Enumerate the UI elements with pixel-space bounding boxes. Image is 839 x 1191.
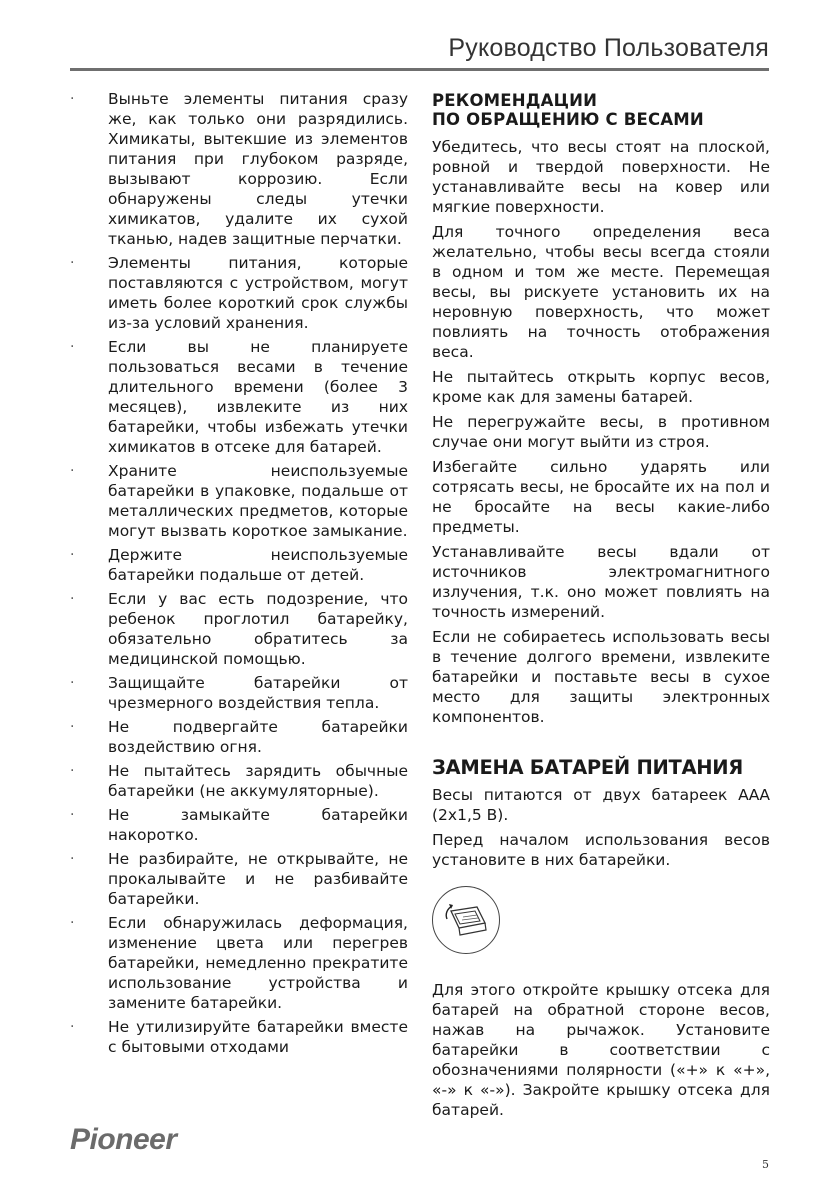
brand-logo: Pioneer	[70, 1123, 177, 1156]
paragraph: Избегайте сильно ударять или сотрясать весы, не бросайте их на пол и не бросайте на весы какие-либо предметы.	[432, 458, 770, 536]
page-header-title: Руководство Пользователя	[448, 34, 769, 62]
paragraph: Не пытайтесь открыть корпус весов, кроме как для замены батарей.	[432, 368, 770, 406]
battery-compartment-illustration	[433, 887, 499, 953]
list-item: · Если у вас есть подозрение, что ребенок проглотил батарейку, обязательно обратитесь за медицинской помощью.	[70, 590, 408, 668]
page-number: 5	[762, 1158, 769, 1171]
paragraph: Перед началом использования весов установите в них батарейки.	[432, 831, 770, 869]
paragraph: Не перегружайте весы, в противном случае они могут выйти из строя.	[432, 413, 770, 451]
battery-replacement-heading: ЗАМЕНА БАТАРЕЙ ПИТАНИЯ	[432, 756, 744, 779]
paragraph: Весы питаются от двух батареек ААА (2х1,5 В).	[432, 786, 770, 824]
paragraph: Для точного определения веса желательно, чтобы весы всегда стояли в одном и том же месте. Перемещая весы, вы рискуете установить их на неровную поверхность, что может повлиять на точность отображения веса.	[432, 223, 770, 361]
list-item: · Не пытайтесь зарядить обычные батарейки (не аккумуляторные).	[70, 762, 408, 800]
paragraph: Если не собираетесь использовать весы в течение долгого времени, извлеките батарейки и поставьте весы в сухое место для защиты электронных компонентов.	[432, 628, 770, 726]
list-item: · Если обнаружилась деформация, изменение цвета или перегрев батарейки, немедленно прекратите использование устройства и замените батарейки.	[70, 914, 408, 1012]
left-column	[70, 89, 408, 1061]
list-item: · Не замыкайте батарейки накоротко.	[70, 806, 408, 844]
right-column	[432, 89, 770, 1125]
list-item: · Не разбирайте, не открывайте, не прокалывайте и не разбивайте батарейки.	[70, 850, 408, 908]
list-item: · Храните неиспользуемые батарейки в упаковке, подальше от металлических предметов, которые могут вызвать короткое замыкание.	[70, 462, 408, 540]
list-item: · Выньте элементы питания сразу же, как только они разрядились. Химикаты, вытекшие из элементов питания при глубоком разряде, вызывают коррозию. Если обнаружены следы утечки химикатов, удалите их сухой тканью, надев защитные перчатки.	[70, 90, 408, 248]
list-item: · Если вы не планируете пользоваться весами в течение длительного времени (более 3 месяцев), извлеките из них батарейки, чтобы избежать утечки химикатов в отсеке для батарей.	[70, 338, 408, 456]
battery-compartment-icon	[432, 886, 500, 954]
list-item: · Не утилизируйте батарейки вместе с бытовыми отходами	[70, 1018, 408, 1056]
battery-safety-list	[70, 89, 408, 1057]
list-item: · Держите неиспользуемые батарейки подальше от детей.	[70, 546, 408, 584]
paragraph: Убедитесь, что весы стоят на плоской, ровной и твердой поверхности. Не устанавливайте весы на ковер или мягкие поверхности.	[432, 138, 770, 216]
header-divider	[70, 68, 769, 71]
list-item: · Защищайте батарейки от чрезмерного воздействия тепла.	[70, 674, 408, 712]
recommendations-heading: РЕКОМЕНДАЦИИ ПО ОБРАЩЕНИЮ С ВЕСАМИ	[432, 91, 704, 129]
list-item: · Элементы питания, которые поставляются с устройством, могут иметь более короткий срок службы из-за условий хранения.	[70, 254, 408, 332]
paragraph: Для этого откройте крышку отсека для батарей на обратной стороне весов, нажав на рычажок. Установите батарейки в соответствии с обозначениями полярности («+» к «+», «-» к «-»). Закройте крышку отсека для батарей.	[432, 981, 770, 1119]
paragraph: Устанавливайте весы вдали от источников электромагнитного излучения, т.к. оно может повлиять на точность измерений.	[432, 543, 770, 621]
list-item: · Не подвергайте батарейки воздействию огня.	[70, 718, 408, 756]
